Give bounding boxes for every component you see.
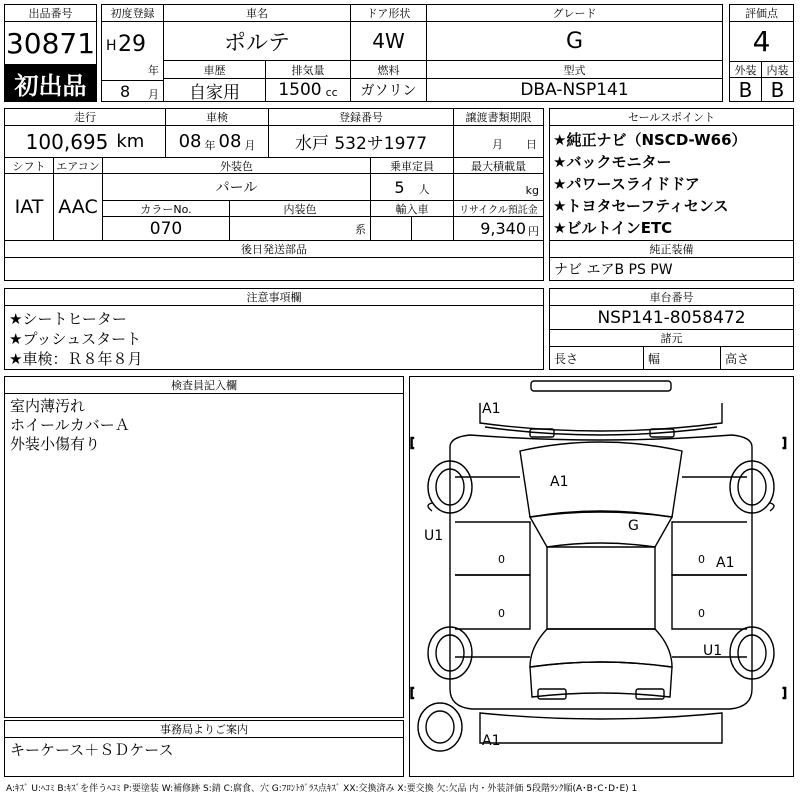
svg-text:]: ] xyxy=(782,436,787,450)
interior-score-label: 内装 xyxy=(761,61,794,78)
inspector-note-item: 室内薄汚れ xyxy=(10,397,86,415)
sales-point-item: ★トヨタセーフティセンス xyxy=(553,197,729,215)
interior-color-label: 内装色 xyxy=(229,200,371,217)
max-load-label: 最大積載量 xyxy=(453,157,544,174)
length-label: 長さ xyxy=(549,346,644,370)
svg-text:0: 0 xyxy=(698,553,705,566)
sales-points-list xyxy=(553,129,747,239)
shift-label: シフト xyxy=(4,157,54,174)
svg-text:0: 0 xyxy=(698,607,705,620)
transfer-docs-label: 譲渡書類期限 xyxy=(453,108,544,126)
history-value: 自家用 xyxy=(163,78,266,102)
recycle-deposit-label: リサイクル預託金 xyxy=(453,200,544,217)
interior-color-unit: 系 xyxy=(229,216,371,241)
mark-right-rear-fender: A1 xyxy=(716,555,735,571)
note-item: ★プッシュスタート xyxy=(9,330,142,348)
inspection-month: 08 xyxy=(218,131,242,152)
later-parts-value xyxy=(4,257,544,281)
svg-text:]: ] xyxy=(782,686,787,700)
registration-year: 29 xyxy=(118,32,146,57)
chassis-number-label: 車台番号 xyxy=(549,288,794,306)
sales-points-label: セールスポイント xyxy=(549,108,794,126)
office-notice-label: 事務局よりご案内 xyxy=(4,720,404,738)
svg-text:[: [ xyxy=(410,436,415,450)
import-car-cell-a xyxy=(370,216,412,241)
displacement-cell xyxy=(265,78,351,102)
plate-label: 登録番号 xyxy=(268,108,454,126)
note-item: ★車検：Ｒ８年８月 xyxy=(9,350,143,368)
exterior-score-value: B xyxy=(729,77,762,102)
displacement-value: 1500 xyxy=(278,80,322,100)
mark-hood: A1 xyxy=(550,474,569,490)
interior-score-value: B xyxy=(761,77,794,102)
inspector-note-item: 外装小傷有り xyxy=(10,435,101,453)
note-item: ★シートヒーター xyxy=(9,310,127,328)
inspector-notes-list xyxy=(10,397,130,454)
exterior-color-label: 外装色 xyxy=(102,157,371,174)
first-registration-label: 初度登録 xyxy=(101,4,164,22)
import-car-label: 輸入車 xyxy=(370,200,454,217)
inspection-month-unit: 月 xyxy=(244,138,256,152)
spec-label: 諸元 xyxy=(549,329,794,347)
color-number-value: 070 xyxy=(102,216,230,241)
recycle-deposit-cell xyxy=(453,216,544,241)
mileage-unit: km xyxy=(116,131,145,152)
model-value: DBA-NSP141 xyxy=(426,78,723,102)
sales-point-item: ★バックモニター xyxy=(553,153,672,171)
registration-month: 8 xyxy=(120,82,131,101)
notes-box xyxy=(4,305,544,370)
office-notice-box xyxy=(4,737,404,777)
mark-left-front-door: U1 xyxy=(424,528,444,544)
first-registration-year-cell xyxy=(101,21,164,81)
mark-rear-bumper: A1 xyxy=(482,733,501,749)
transfer-day-unit: 日 xyxy=(526,138,537,151)
width-label: 幅 xyxy=(643,346,721,370)
year-unit: 年 xyxy=(148,64,159,77)
shift-value: IAT xyxy=(4,173,54,241)
exterior-score-label: 外装 xyxy=(729,61,762,78)
displacement-label: 排気量 xyxy=(265,60,351,79)
svg-text:0: 0 xyxy=(498,553,505,566)
car-name-label: 車名 xyxy=(163,4,351,22)
import-car-cell-b xyxy=(411,216,454,241)
height-label: 高さ xyxy=(720,346,794,370)
recycle-deposit-unit: 円 xyxy=(528,224,539,238)
lot-number-label: 出品番号 xyxy=(4,4,97,22)
model-label: 型式 xyxy=(426,60,723,79)
ac-value: AAC xyxy=(53,173,103,241)
transfer-month-unit: 月 xyxy=(492,138,503,151)
registration-month-cell xyxy=(101,80,164,102)
office-notice-value: キーケース＋ＳＤケース xyxy=(10,741,174,759)
capacity-label: 乗車定員 xyxy=(370,157,454,174)
mileage-label: 走行 xyxy=(4,108,166,126)
lot-number-value: 30871 xyxy=(4,21,97,65)
car-damage-diagram xyxy=(409,376,794,777)
inspector-notes-label: 検査員記入欄 xyxy=(4,376,404,394)
genuine-equipment-label: 純正装備 xyxy=(549,240,794,258)
inspection-year: 08 xyxy=(178,131,202,152)
mileage-value: 100,695 xyxy=(25,129,109,154)
mileage-cell xyxy=(4,125,166,158)
fuel-value: ガソリン xyxy=(350,78,427,102)
month-unit: 月 xyxy=(148,88,159,101)
ac-label: エアコン xyxy=(53,157,103,174)
inspection-label: 車検 xyxy=(165,108,269,126)
car-name-value: ポルテ xyxy=(163,21,351,61)
capacity-unit: 人 xyxy=(418,183,430,196)
inspector-note-item: ホイールカバーＡ xyxy=(10,416,130,434)
inspection-year-unit: 年 xyxy=(204,138,216,152)
color-number-label: カラーNo. xyxy=(102,200,230,217)
displacement-unit: cc xyxy=(325,85,338,99)
genuine-equipment-value: ナビ エアB PS PW xyxy=(549,257,794,281)
exterior-color-value: パール xyxy=(102,173,371,201)
notes-list xyxy=(9,309,142,369)
mark-front-bumper: A1 xyxy=(482,401,501,417)
score-label: 評価点 xyxy=(729,4,794,22)
plate-value: 水戸 532サ1977 xyxy=(268,125,454,158)
sales-points-box xyxy=(549,125,794,241)
first-listing-badge: 初出品 xyxy=(4,64,97,102)
max-load-unit: kg xyxy=(453,173,544,201)
capacity-value: 5 xyxy=(394,177,405,197)
car-outline-drawing xyxy=(410,377,793,776)
svg-text:[: [ xyxy=(410,686,415,700)
era-code: H xyxy=(106,38,117,54)
history-label: 車歴 xyxy=(163,60,266,79)
damage-legend: A:ｷｽﾞ U:ﾍｺﾐ B:ｷｽﾞを伴うﾍｺﾐ P:要塗装 W:補修跡 S:錆 C:腐食、穴 G:ﾌﾛﾝﾄｶﾞﾗｽ点ｷｽﾞ XX:交換済み X:要交換 欠:欠品 内・外装評価 5段階ﾗﾝｸ順(A･B･C･D･E) 1 xyxy=(6,784,638,794)
door-type-label: ドア形状 xyxy=(350,4,427,22)
svg-text:0: 0 xyxy=(498,607,505,620)
mark-windshield: G xyxy=(628,518,639,534)
later-parts-label: 後日発送部品 xyxy=(4,240,544,258)
capacity-cell xyxy=(370,173,454,201)
mark-right-rear-door: U1 xyxy=(703,643,723,659)
notes-label: 注意事項欄 xyxy=(4,288,544,306)
grade-label: グレード xyxy=(426,4,723,22)
score-value: 4 xyxy=(729,21,794,62)
door-type-value: 4W xyxy=(350,21,427,61)
chassis-number-value: NSP141-8058472 xyxy=(549,305,794,330)
sales-point-item: ★ビルトインETC xyxy=(553,219,673,237)
inspector-notes-box xyxy=(4,393,404,718)
sales-point-item: ★パワースライドドア xyxy=(553,175,700,193)
recycle-deposit-value: 9,340 xyxy=(480,219,526,238)
sales-point-item: ★純正ナビ（NSCD-W66） xyxy=(553,131,747,149)
inspection-cell xyxy=(165,125,269,158)
transfer-docs-cell xyxy=(453,125,544,158)
grade-value: G xyxy=(426,21,723,61)
fuel-label: 燃料 xyxy=(350,60,427,79)
